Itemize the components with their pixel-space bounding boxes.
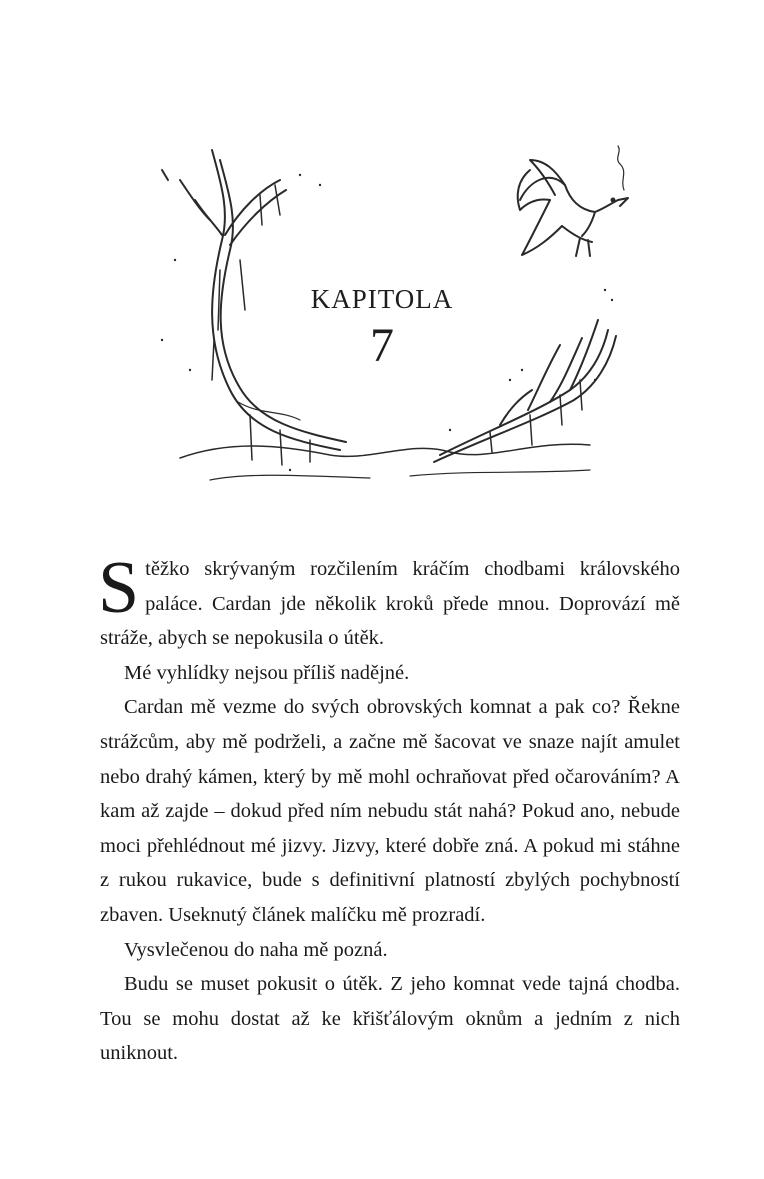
- chapter-number: 7: [370, 319, 394, 372]
- paragraph-text: těžko skrývaným rozčilením kráčím chodbami královského paláce. Cardan jde několik kroků přede mnou. Doprovází mě stráže, abych se nepokusila o útěk.: [100, 558, 680, 650]
- paragraph: Mé vyhlídky nejsou příliš nadějné.: [124, 661, 410, 684]
- drop-cap: S: [98, 547, 140, 629]
- chapter-body: [98, 547, 680, 1071]
- paragraph: Cardan mě vezme do svých obrovských komnat a pak co? Řekne strážcům, aby mě podrželi, a začne mě šacovat ve snaze najít amulet nebo drahý kámen, který by mě mohl ochraňovat před očarováním? A kam až zajde – dokud před ním nebudu stát nahá? Pokud ano, nebude moci přehlédnout mé jizvy. Jizvy, které dobře zná. A pokud mi stáhne z rukou rukavice, bude s definitivní platností zbylých pochybností zbaven. Useknutý článek malíčku mě prozradí.: [100, 696, 680, 926]
- paragraph: [98, 547, 680, 656]
- paragraph: Budu se muset pokusit o útěk. Z jeho komnat vede tajná chodba. Tou se mohu dostat až ke křišťálovým oknům a jedním z nich uniknout.: [100, 973, 680, 1065]
- chapter-label: KAPITOLA: [310, 284, 454, 314]
- bird-icon: [518, 146, 628, 256]
- paragraph: Vysvlečenou do naha mě pozná.: [124, 938, 388, 961]
